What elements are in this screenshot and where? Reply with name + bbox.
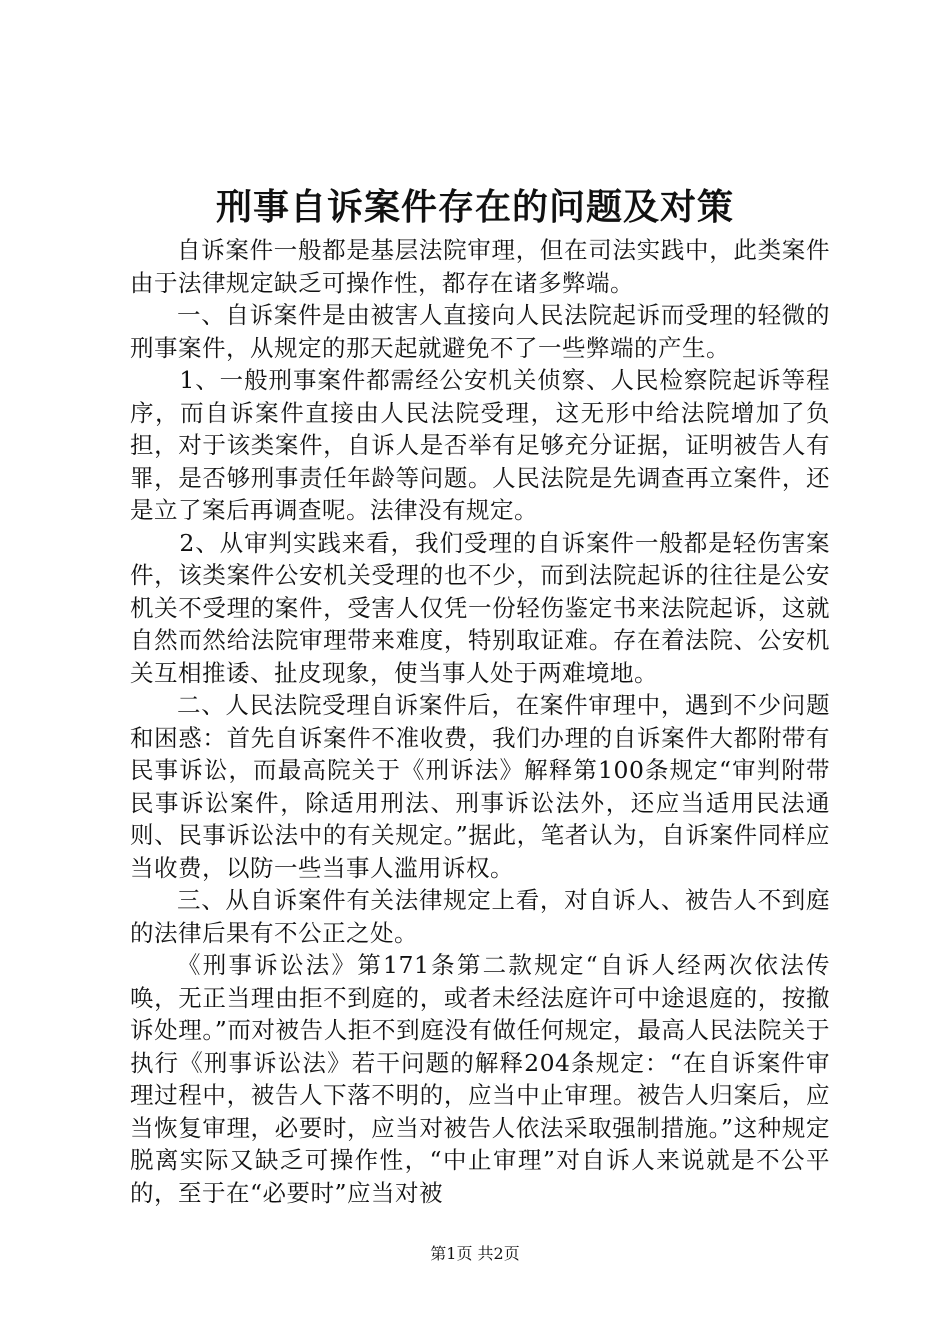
paragraph-point-1: 1、一般刑事案件都需经公安机关侦察、人民检察院起诉等程序，而自诉案件直接由人民法院受理，这无形中给法院增加了负担，对于该类案件，自诉人是否举有足够充分证据，证明被告人有罪，是否够刑事责任年龄等问题。人民法院是先调查再立案件，还是立了案后再调查呢。法律没有规定。 xyxy=(130,366,830,524)
document-body xyxy=(130,234,830,1209)
paragraph-section-3: 三、从自诉案件有关法律规定上看，对自诉人、被告人不到庭的法律后果有不公正之处。 xyxy=(130,886,830,947)
paragraph-section-2: 二、人民法院受理自诉案件后，在案件审理中，遇到不少问题和困惑：首先自诉案件不准收费，我们办理的自诉案件大都附带有民事诉讼，而最高院关于《刑诉法》解释第100条规定“审判附带民事诉讼案件，除适用刑法、刑事诉讼法外，还应当适用民法通则、民事诉讼法中的有关规定。”据此，笔者认为，自诉案件同样应当收费，以防一些当事人滥用诉权。 xyxy=(130,691,830,882)
paragraph-intro: 自诉案件一般都是基层法院审理，但在司法实践中，此类案件由于法律规定缺乏可操作性，都存在诸多弊端。 xyxy=(130,236,830,297)
paragraph-law-citation: 《刑事诉讼法》第171条第二款规定“自诉人经两次依法传唤，无正当理由拒不到庭的，或者未经法庭许可中途退庭的，按撤诉处理。”而对被告人拒不到庭没有做任何规定，最高人民法院关于执行《刑事诉讼法》若干问题的解释204条规定：“在自诉案件审理过程中，被告人下落不明的，应当中止审理。被告人归案后，应当恢复审理，必要时，应当对被告人依法采取强制措施。”这种规定脱离实际又缺乏可操作性，“中止审理”对自诉人来说就是不公平的，至于在“必要时”应当对被 xyxy=(130,951,830,1207)
paragraph-section-1: 一、自诉案件是由被害人直接向人民法院起诉而受理的轻微的刑事案件，从规定的那天起就避免不了一些弊端的产生。 xyxy=(130,301,830,362)
document-title: 刑事自诉案件存在的问题及对策 xyxy=(215,186,734,228)
paragraph-point-2: 2、从审判实践来看，我们受理的自诉案件一般都是轻伤害案件，该类案件公安机关受理的也不少，而到法院起诉的往往是公安机关不受理的案件，受害人仅凭一份轻伤鉴定书来法院起诉，这就自然而然给法院审理带来难度，特别取证难。存在着法院、公安机关互相推诿、扯皮现象，使当事人处于两难境地。 xyxy=(130,528,830,687)
page-footer: 第1页 共2页 xyxy=(430,1244,520,1263)
